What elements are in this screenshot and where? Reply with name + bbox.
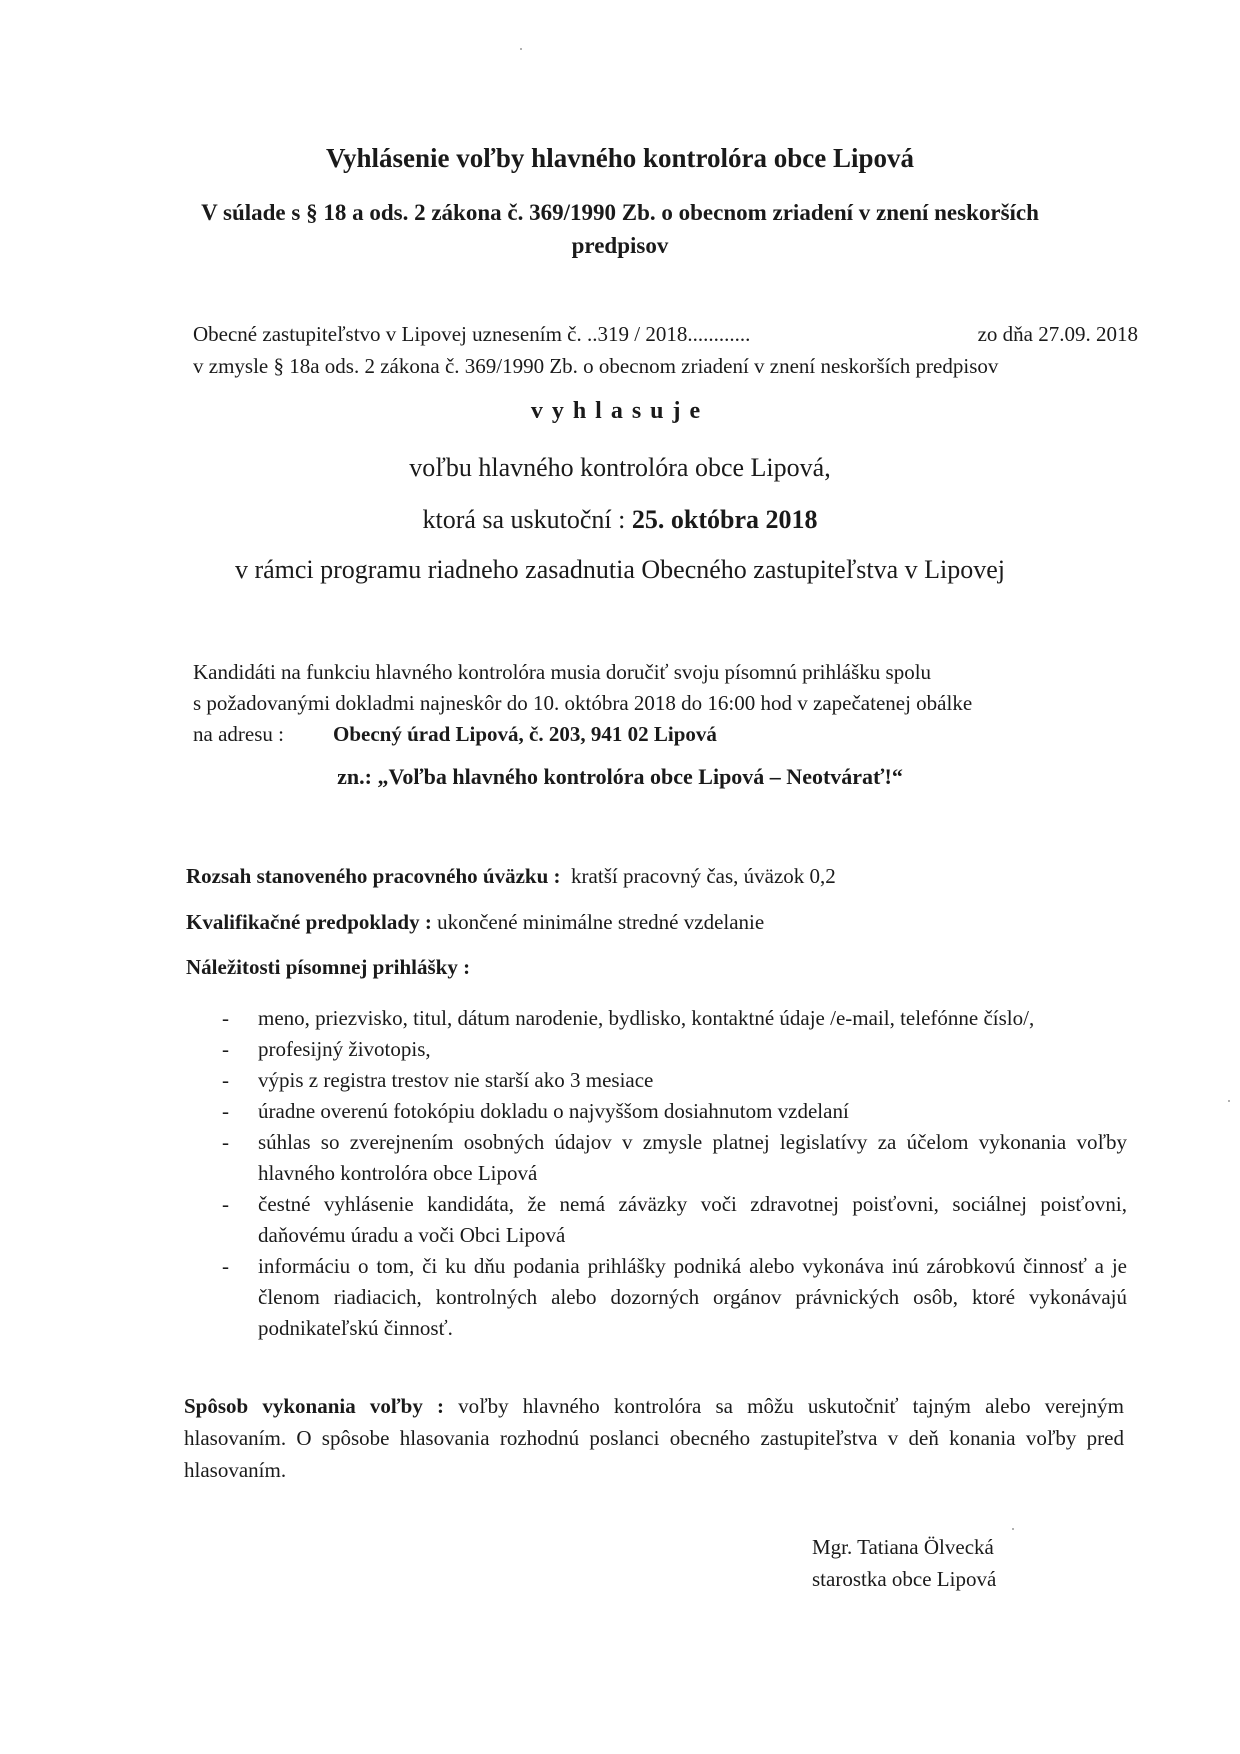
requirements-list — [222, 1003, 1127, 1344]
scan-speck — [1012, 1528, 1014, 1530]
qualification-row — [186, 910, 764, 935]
application-label: Náležitosti písomnej prihlášky : — [186, 955, 471, 979]
work-scope-value: kratší pracovný čas, úväzok 0,2 — [571, 864, 836, 888]
list-item-text: meno, priezvisko, titul, dátum narodenie, bydlisko, kontaktné údaje /e-mail, telefónne číslo/, — [258, 1006, 1035, 1030]
address-line — [193, 719, 1138, 750]
scan-speck — [520, 48, 522, 50]
election-date: 25. októbra 2018 — [631, 505, 818, 534]
list-item-text: úradne overenú fotokópiu dokladu o najvyššom dosiahnutom vzdelaní — [258, 1099, 849, 1123]
list-item-text: čestné vyhlásenie kandidáta, že nemá záväzky voči zdravotnej poisťovni, sociálnej poisťovni, daňovému úradu a voči Obci Lipová — [258, 1192, 1127, 1247]
work-scope-label: Rozsah stanoveného pracovného úväzku : — [186, 864, 561, 888]
signature-block — [812, 1531, 996, 1595]
document-title: Vyhlásenie voľby hlavného kontrolóra obce Lipová — [325, 143, 914, 173]
announcement-context: v rámci programu riadneho zasadnutia Obecného zastupiteľstva v Lipovej — [234, 555, 1006, 584]
legal-basis-subtitle: V súlade s § 18 a ods. 2 zákona č. 369/1990 Zb. o obecnom zriadení v znení neskorších predpisov — [201, 200, 1039, 258]
announcement-date-line — [0, 505, 1240, 535]
list-bullet: - — [222, 1130, 229, 1154]
list-item — [222, 1251, 1127, 1344]
candidates-line-1: Kandidáti na funkciu hlavného kontrolóra musia doručiť svoju písomnú prihlášku spolu — [193, 660, 932, 684]
candidates-line-2: s požadovanými dokladmi najneskôr do 10. októbra 2018 do 16:00 hod v zapečatenej obálke — [193, 691, 973, 715]
signatory-name: Mgr. Tatiana Ölvecká — [812, 1535, 994, 1559]
list-item — [222, 1065, 1127, 1096]
candidates-paragraph — [193, 657, 1138, 750]
intro-paragraph — [193, 318, 1138, 382]
list-item — [222, 1127, 1127, 1189]
list-item-text: výpis z registra trestov nie starší ako 3 mesiace — [258, 1068, 654, 1092]
list-item — [222, 1034, 1127, 1065]
list-item — [222, 1003, 1127, 1034]
resolution-number: Obecné zastupiteľstvo v Lipovej uznesením č. ..319 / 2018............ — [193, 322, 751, 346]
qualification-label: Kvalifikačné predpoklady : — [186, 910, 432, 934]
address-label: na adresu : — [193, 722, 284, 746]
work-scope-row — [186, 864, 836, 889]
date-prefix: ktorá sa uskutoční : — [422, 505, 632, 534]
application-requirements-heading — [186, 955, 470, 980]
office-address: Obecný úrad Lipová, č. 203, 941 02 Lipová — [333, 722, 717, 746]
announcement-subject: voľbu hlavného kontrolóra obce Lipová, — [409, 453, 831, 482]
list-item — [222, 1096, 1127, 1127]
scan-speck — [1228, 1100, 1230, 1102]
list-item-text: informáciu o tom, či ku dňu podania prihlášky podniká alebo vykonáva inú zárobkovú činnosť a je členom riadiacich, kontrolných alebo dozorných orgánov právnických osôb, ktoré vykonávajú podnikateľskú činnosť. — [258, 1254, 1127, 1340]
list-item-text: súhlas so zverejnením osobných údajov v zmysle platnej legislatívy za účelom vykonania voľby hlavného kontrolóra obce Lipová — [258, 1130, 1127, 1185]
list-item-text: profesijný životopis, — [258, 1037, 431, 1061]
list-bullet: - — [222, 1099, 229, 1123]
voting-method-text: voľby hlavného kontrolóra sa môžu uskutočniť tajným alebo verejným hlasovaním. O spôsobe hlasovania rozhodnú poslanci obecného zastupiteľstva v deň konania voľby pred hlasovaním. — [184, 1394, 1125, 1482]
list-item — [222, 1189, 1127, 1251]
resolution-date: zo dňa 27.09. 2018 — [977, 322, 1138, 346]
signatory-role: starostka obce Lipová — [812, 1567, 997, 1591]
announcement-verb: vyhlasuje — [530, 398, 710, 424]
envelope-marking: zn.: „Voľba hlavného kontrolóra obce Lipová – Neotvárať!“ — [337, 764, 903, 789]
list-bullet: - — [222, 1254, 229, 1278]
intro-line-1 — [193, 318, 1138, 350]
list-bullet: - — [222, 1006, 229, 1030]
voting-method-label: Spôsob vykonania voľby : — [184, 1394, 444, 1418]
intro-line-2: v zmysle § 18a ods. 2 zákona č. 369/1990 Zb. o obecnom zriadení v znení neskorších predpisov — [193, 354, 999, 378]
voting-method-paragraph — [184, 1390, 1124, 1486]
qualification-value: ukončené minimálne stredné vzdelanie — [437, 910, 765, 934]
list-bullet: - — [222, 1037, 229, 1061]
list-bullet: - — [222, 1068, 229, 1092]
list-bullet: - — [222, 1192, 229, 1216]
